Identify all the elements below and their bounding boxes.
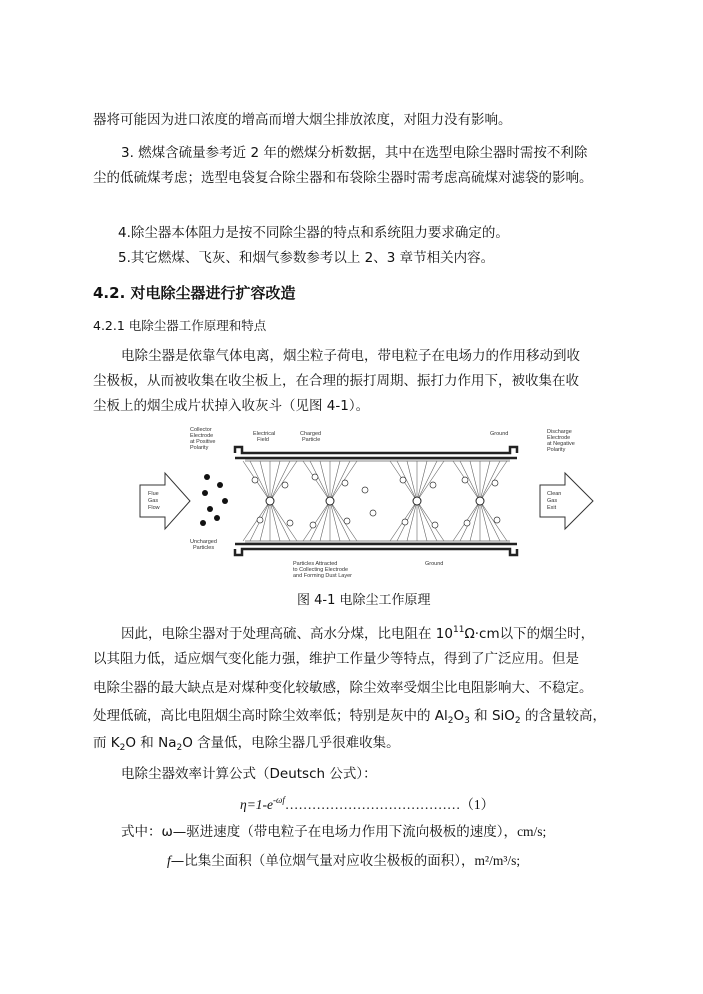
def-f-symbol: f xyxy=(167,853,171,868)
para2-line-1-a: 因此，电除尘器对于处理高硫、高水分煤，比电阻在 10 xyxy=(121,626,453,642)
para1-line-2: 尘极板，从而被收集在收尘板上，在合理的振打周期、振打力作用下，被收集在收 xyxy=(93,373,579,389)
def-f-unit: m²/m³/s; xyxy=(474,853,521,868)
def-omega xyxy=(121,822,546,842)
label-discharge-4: Polarity xyxy=(547,447,566,453)
label-attracted-3: and Forming Dust Layer xyxy=(293,573,352,579)
para2-line-5-s2: 2 xyxy=(176,743,183,753)
label-flue-2: Gas xyxy=(148,498,159,504)
formula-lhs: η=1-e xyxy=(240,797,274,812)
para2-line-2: 以其阻力低，适应烟气变化能力强，维护工作量少等特点，得到了广泛应用。但是 xyxy=(93,651,579,667)
line-4: 4.除尘器本体阻力是按不同除尘器的特点和系统阻力要求确定的。 xyxy=(118,225,509,241)
para2-line-5-s1: 2 xyxy=(119,743,126,753)
section-number: 4.2. xyxy=(93,284,126,302)
def-omega-prefix: 式中： xyxy=(121,824,162,840)
para2-line-4 xyxy=(93,706,606,731)
label-clean-3: Exit xyxy=(547,505,557,511)
line-1: 器将可能因为进口浓度的增高而增大烟尘排放浓度，对阻力没有影响。 xyxy=(93,112,512,128)
section-title: 对电除尘器进行扩容改造 xyxy=(130,284,296,302)
para2-line-4-s1: 2 xyxy=(447,716,454,726)
para2-line-1 xyxy=(121,620,594,644)
para2-line-4-d: 的含量较高， xyxy=(520,708,606,724)
label-collector-4: Polarity xyxy=(190,445,209,451)
label-collector-2: Electrode xyxy=(190,433,214,439)
subsection-heading: 4.2.1 电除尘器工作原理和特点 xyxy=(93,318,267,333)
label-clean-1: Clean xyxy=(547,491,562,497)
para2-line-4-s3: 2 xyxy=(514,716,521,726)
label-field-2: Field xyxy=(257,437,269,443)
precipitator-diagram xyxy=(135,425,600,583)
para2-line-5-b: O 和 Na xyxy=(125,735,177,751)
para1-line-1: 电除尘器是依靠气体电离，烟尘粒子荷电，带电粒子在电场力的作用移动到收 xyxy=(121,348,580,364)
label-discharge-2: Electrode xyxy=(547,435,571,441)
label-flue-1: Flue xyxy=(148,491,159,497)
label-uncharged-2: Particles xyxy=(193,545,215,551)
section-heading xyxy=(93,283,296,303)
para2-line-5-c: O 含量低，电除尘器几乎很难收集。 xyxy=(182,735,400,751)
formula-exponent: -ωf xyxy=(273,795,285,805)
para2-line-4-a: 处理低硫，高比电阻烟尘高时除尘效率低；特别是灰中的 Al xyxy=(93,708,448,724)
label-ground-bottom: Ground xyxy=(425,561,444,567)
label-ground-top: Ground xyxy=(490,431,509,437)
para1-line-3: 尘板上的烟尘成片状掉入收灰斗（见图 4-1）。 xyxy=(93,398,370,414)
label-field-1: Electrical xyxy=(253,431,276,437)
para2-line-3: 电除尘器的最大缺点是对煤种变化较敏感，除尘效率受烟尘比电阻影响大、不稳定。 xyxy=(93,680,593,696)
def-omega-text: ω—驱进速度（带电粒子在电场力作用下流向极板的速度）， xyxy=(161,824,518,840)
label-attracted-1: Particles Attracted xyxy=(293,561,338,567)
charged-particles xyxy=(252,474,500,528)
formula xyxy=(240,790,494,815)
label-uncharged-1: Uncharged xyxy=(190,539,217,545)
formula-number: （1） xyxy=(460,797,495,812)
def-f-text: —比集尘面积（单位烟气量对应收尘极板的面积）， xyxy=(170,853,475,869)
label-collector-1: Collector xyxy=(190,427,212,433)
formula-intro: 电除尘器效率计算公式（Deutsch 公式）： xyxy=(121,766,377,782)
formula-dots: ………………………………… xyxy=(284,797,461,812)
para2-line-5-a: 而 K xyxy=(93,735,120,751)
label-charged-1: Charged xyxy=(300,431,322,437)
label-flue-3: Flow xyxy=(148,505,160,511)
para2-line-1-sup: 11 xyxy=(452,625,465,635)
label-clean-2: Gas xyxy=(547,498,558,504)
label-collector-3: at Positive xyxy=(190,439,216,445)
label-attracted-2: to Collecting Electrode xyxy=(293,567,349,573)
def-f xyxy=(167,851,520,871)
uncharged-particles xyxy=(200,474,228,526)
para2-line-4-s2: 3 xyxy=(464,716,470,726)
para2-line-4-b: O xyxy=(453,708,465,724)
para2-line-1-b: Ω·cm以下的烟尘时， xyxy=(464,626,595,642)
label-charged-2: Particle xyxy=(302,437,321,443)
line-2: 3. 燃煤含硫量参考近 2 年的燃煤分析数据，其中在选型电除尘器时需按不利除 xyxy=(121,145,588,161)
discharge-electrodes xyxy=(266,497,484,505)
def-omega-unit: cm/s; xyxy=(517,824,547,839)
figure-caption: 图 4-1 电除尘工作原理 xyxy=(297,593,431,608)
line-3: 尘的低硫煤考虑；选型电袋复合除尘器和布袋除尘器时需考虑高硫煤对滤袋的影响。 xyxy=(93,170,593,186)
label-discharge-1: Discharge xyxy=(547,429,572,435)
line-5: 5.其它燃煤、飞灰、和烟气参数参考以上 2、3 章节相关内容。 xyxy=(118,250,495,266)
label-discharge-3: at Negative xyxy=(547,441,575,447)
bottom-collector-plate xyxy=(235,544,517,555)
top-collector-plate xyxy=(235,447,517,458)
para2-line-5 xyxy=(93,733,400,758)
field-lines xyxy=(243,461,507,541)
para2-line-4-c: 和 SiO xyxy=(469,708,515,724)
